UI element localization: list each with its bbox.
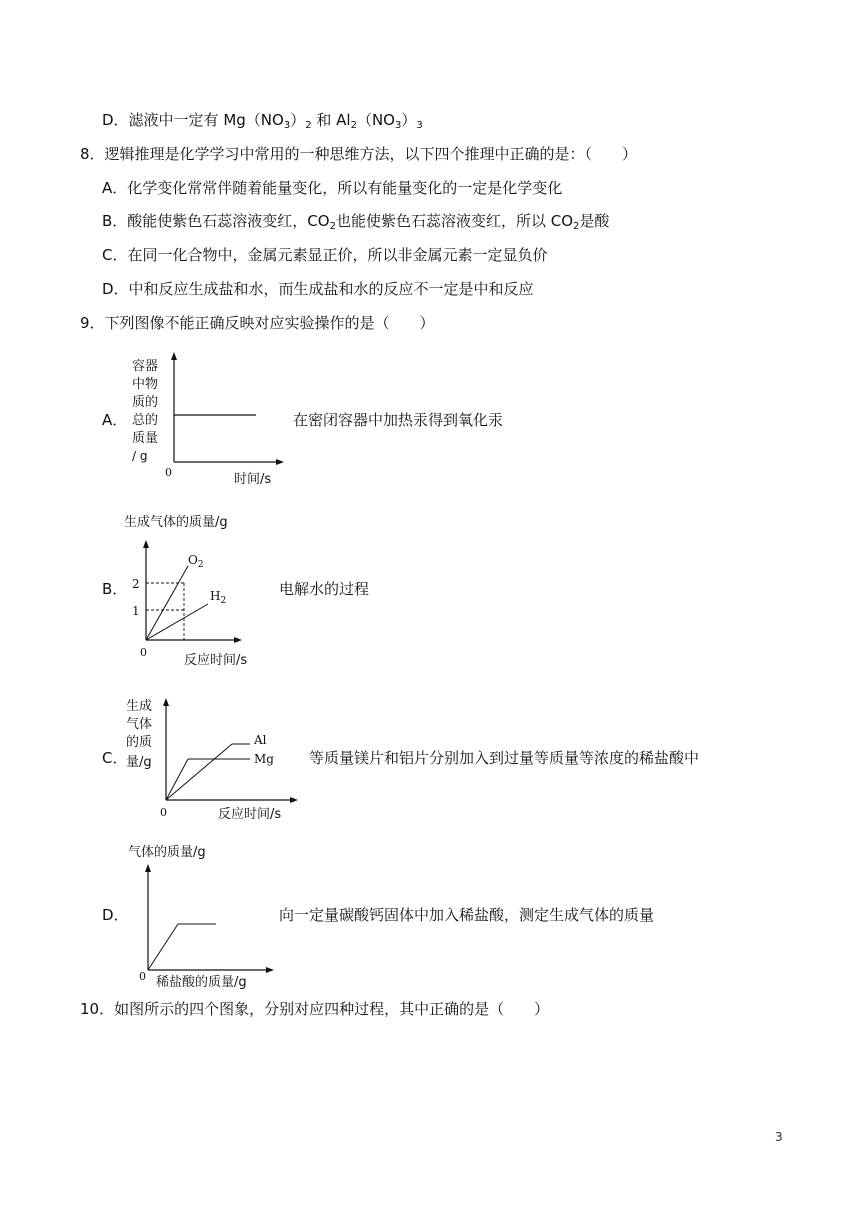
q9-b-tick-2: 2 <box>132 577 140 591</box>
q9-a-letter: A． <box>102 411 128 429</box>
q10-stem: 10．如图所示的四个图象，分别对应四种过程，其中正确的是（ ） <box>80 1000 550 1018</box>
q9-a-origin: 0 <box>165 466 172 479</box>
q9-c-desc: 等质量镁片和铝片分别加入到过量等质量等浓度的稀盐酸中 <box>309 749 700 767</box>
q9-c-ylabel-1: 生成 <box>126 699 153 714</box>
page-number: 3 <box>775 1130 783 1144</box>
q9-b-graph <box>120 510 280 670</box>
q9-b-tick-1: 1 <box>132 604 140 618</box>
q9-a-graph <box>128 350 288 490</box>
q9-c-ylabel-2: 气体 <box>126 717 153 732</box>
q9-d-desc: 向一定量碳酸钙固体中加入稀盐酸，测定生成气体的质量 <box>279 906 655 924</box>
q9-b-xlabel: 反应时间/s <box>184 653 248 668</box>
q9-b-desc: 电解水的过程 <box>279 580 370 598</box>
q9-a-ylabel-5: 质量 <box>132 431 159 446</box>
q9-a-ylabel-6: / g <box>132 449 148 463</box>
q9-b-o2-label: $O_2$ <box>188 553 204 570</box>
q9-b-origin: 0 <box>140 646 147 659</box>
q9-c-xlabel: 反应时间/s <box>218 807 282 822</box>
q9-a-ylabel-1: 容器 <box>132 359 159 374</box>
q9-d-graph <box>124 840 284 992</box>
q9-d-xlabel: 稀盐酸的质量/g <box>156 975 247 990</box>
q7-option-d: D．滤液中一定有 $Mg(NO_3)_2$ 和 $Al_2(NO_3)_3$ <box>102 111 423 131</box>
q9-b-h2-label: $H_2$ <box>210 589 227 606</box>
q9-a-ylabel-2: 中物 <box>132 377 159 392</box>
q9-c-letter: C． <box>102 749 128 767</box>
q9-c-al-label: Al <box>254 733 267 747</box>
q9-c-origin: 0 <box>160 806 167 819</box>
q8-stem: 8．逻辑推理是化学学习中常用的一种思维方法，以下四个推理中正确的是：（ ） <box>80 145 638 163</box>
q9-d-origin: 0 <box>139 970 146 983</box>
q9-b-letter: B． <box>102 580 128 598</box>
q9-d-letter: D． <box>102 906 129 924</box>
q9-d-ylabel: 气体的质量/g <box>128 845 206 860</box>
q9-a-ylabel-3: 质的 <box>132 395 159 410</box>
q9-c-graph <box>122 692 302 832</box>
q8-option-d: D．中和反应生成盐和水，而生成盐和水的反应不一定是中和反应 <box>102 280 534 298</box>
q9-a-ylabel-4: 总的 <box>132 413 159 428</box>
q9-b-ylabel: 生成气体的质量/g <box>124 515 228 530</box>
q9-c-ylabel-4: 量/g <box>126 755 152 770</box>
q9-c-mg-label: Mg <box>254 752 274 766</box>
q8-option-c: C．在同一化合物中，金属元素显正价，所以非金属元素一定显负价 <box>102 246 548 264</box>
q9-a-xlabel: 时间/s <box>234 472 272 487</box>
q8-option-b: B．酸能使紫色石蕊溶液变红，$CO_2$也能使紫色石蕊溶液变红，所以 $CO_2$是酸 <box>102 212 610 232</box>
q9-stem: 9．下列图像不能正确反映对应实验操作的是（ ） <box>80 314 435 332</box>
q9-c-ylabel-3: 的质 <box>126 735 153 750</box>
q8-option-a: A．化学变化常常伴随着能量变化，所以有能量变化的一定是化学变化 <box>102 179 563 197</box>
q9-a-desc: 在密闭容器中加热汞得到氧化汞 <box>293 411 504 429</box>
